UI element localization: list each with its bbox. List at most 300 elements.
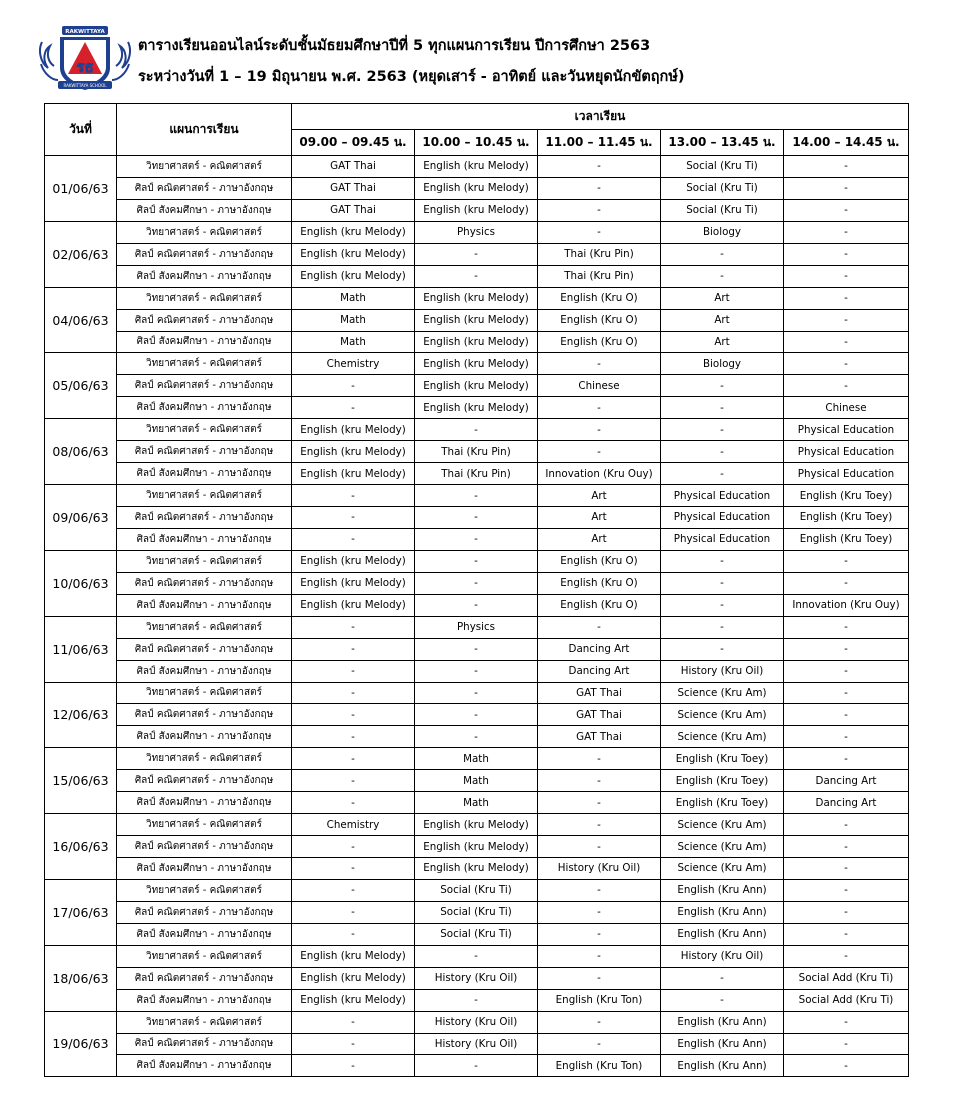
class-cell: -: [292, 901, 415, 923]
plan-cell: ศิลป์ คณิตศาสตร์ - ภาษาอังกฤษ: [117, 309, 292, 331]
class-cell: -: [784, 726, 909, 748]
class-cell: -: [784, 265, 909, 287]
class-cell: English (kru Melody): [292, 441, 415, 463]
header-period: 10.00 – 10.45 น.: [415, 130, 538, 156]
school-logo: [38, 24, 132, 92]
class-cell: -: [292, 682, 415, 704]
class-cell: English (Kru Toey): [784, 485, 909, 507]
class-cell: -: [784, 156, 909, 178]
date-cell: 16/06/63: [45, 814, 117, 880]
class-cell: History (Kru Oil): [415, 1011, 538, 1033]
class-cell: -: [538, 967, 661, 989]
table-row: [45, 1055, 909, 1077]
plan-cell: วิทยาศาสตร์ - คณิตศาสตร์: [117, 353, 292, 375]
class-cell: -: [538, 177, 661, 199]
class-cell: English (Kru Toey): [661, 770, 784, 792]
table-header: [45, 104, 909, 156]
table-row: [45, 726, 909, 748]
class-cell: -: [415, 528, 538, 550]
class-cell: -: [784, 375, 909, 397]
table-row: [45, 331, 909, 353]
class-cell: -: [538, 221, 661, 243]
class-cell: -: [292, 638, 415, 660]
class-cell: -: [661, 550, 784, 572]
class-cell: -: [784, 309, 909, 331]
class-cell: -: [661, 265, 784, 287]
class-cell: English (kru Melody): [292, 243, 415, 265]
class-cell: -: [784, 858, 909, 880]
class-cell: -: [538, 156, 661, 178]
table-row: [45, 463, 909, 485]
class-cell: English (kru Melody): [292, 265, 415, 287]
class-cell: Social (Kru Ti): [415, 879, 538, 901]
class-cell: Science (Kru Am): [661, 836, 784, 858]
plan-cell: ศิลป์ คณิตศาสตร์ - ภาษาอังกฤษ: [117, 507, 292, 529]
class-cell: English (kru Melody): [292, 463, 415, 485]
class-cell: Chemistry: [292, 353, 415, 375]
class-cell: History (Kru Oil): [415, 967, 538, 989]
plan-cell: ศิลป์ สังคมศึกษา - ภาษาอังกฤษ: [117, 265, 292, 287]
class-cell: English (Kru Ton): [538, 989, 661, 1011]
class-cell: -: [538, 199, 661, 221]
class-cell: -: [784, 748, 909, 770]
class-cell: -: [292, 375, 415, 397]
class-cell: Physical Education: [661, 528, 784, 550]
date-cell: 12/06/63: [45, 682, 117, 748]
class-cell: -: [538, 1011, 661, 1033]
table-row: [45, 419, 909, 441]
class-cell: -: [661, 616, 784, 638]
class-cell: -: [538, 748, 661, 770]
class-cell: -: [784, 836, 909, 858]
class-cell: -: [292, 792, 415, 814]
class-cell: -: [292, 528, 415, 550]
class-cell: Chemistry: [292, 814, 415, 836]
date-cell: 17/06/63: [45, 879, 117, 945]
table-row: [45, 397, 909, 419]
class-cell: -: [661, 375, 784, 397]
class-cell: Math: [415, 792, 538, 814]
class-cell: English (kru Melody): [415, 177, 538, 199]
plan-cell: ศิลป์ คณิตศาสตร์ - ภาษาอังกฤษ: [117, 638, 292, 660]
class-cell: -: [292, 836, 415, 858]
table-row: [45, 441, 909, 463]
class-cell: English (Kru Toey): [661, 792, 784, 814]
class-cell: English (kru Melody): [292, 221, 415, 243]
plan-cell: วิทยาศาสตร์ - คณิตศาสตร์: [117, 879, 292, 901]
class-cell: Physical Education: [661, 485, 784, 507]
class-cell: GAT Thai: [292, 199, 415, 221]
class-cell: -: [784, 704, 909, 726]
table-row: [45, 485, 909, 507]
class-cell: -: [415, 660, 538, 682]
class-cell: -: [784, 1011, 909, 1033]
class-cell: English (kru Melody): [415, 375, 538, 397]
date-cell: 02/06/63: [45, 221, 117, 287]
class-cell: Physics: [415, 221, 538, 243]
class-cell: GAT Thai: [292, 177, 415, 199]
class-cell: English (Kru Toey): [784, 528, 909, 550]
class-cell: -: [661, 463, 784, 485]
class-cell: English (Kru Ann): [661, 1033, 784, 1055]
class-cell: -: [538, 814, 661, 836]
class-cell: English (Kru Ann): [661, 901, 784, 923]
class-cell: -: [538, 441, 661, 463]
plan-cell: ศิลป์ สังคมศึกษา - ภาษาอังกฤษ: [117, 463, 292, 485]
class-cell: Physics: [415, 616, 538, 638]
class-cell: -: [784, 814, 909, 836]
class-cell: English (kru Melody): [292, 419, 415, 441]
header-period: 09.00 – 09.45 น.: [292, 130, 415, 156]
table-row: [45, 879, 909, 901]
plan-cell: ศิลป์ สังคมศึกษา - ภาษาอังกฤษ: [117, 792, 292, 814]
plan-cell: ศิลป์ คณิตศาสตร์ - ภาษาอังกฤษ: [117, 836, 292, 858]
class-cell: English (kru Melody): [292, 594, 415, 616]
class-cell: -: [538, 901, 661, 923]
class-cell: Science (Kru Am): [661, 726, 784, 748]
table-row: [45, 704, 909, 726]
class-cell: -: [784, 945, 909, 967]
plan-cell: วิทยาศาสตร์ - คณิตศาสตร์: [117, 945, 292, 967]
class-cell: Chinese: [538, 375, 661, 397]
plan-cell: ศิลป์ สังคมศึกษา - ภาษาอังกฤษ: [117, 858, 292, 880]
plan-cell: ศิลป์ คณิตศาสตร์ - ภาษาอังกฤษ: [117, 967, 292, 989]
plan-cell: ศิลป์ คณิตศาสตร์ - ภาษาอังกฤษ: [117, 572, 292, 594]
class-cell: Math: [415, 748, 538, 770]
class-cell: English (kru Melody): [415, 287, 538, 309]
class-cell: Biology: [661, 221, 784, 243]
class-cell: English (kru Melody): [415, 199, 538, 221]
header-time-group: เวลาเรียน: [292, 104, 909, 130]
class-cell: Physical Education: [784, 441, 909, 463]
class-cell: -: [538, 353, 661, 375]
table-row: [45, 616, 909, 638]
class-cell: English (kru Melody): [292, 945, 415, 967]
plan-cell: ศิลป์ สังคมศึกษา - ภาษาอังกฤษ: [117, 989, 292, 1011]
table-row: [45, 353, 909, 375]
class-cell: English (Kru Ann): [661, 879, 784, 901]
class-cell: Thai (Kru Pin): [538, 243, 661, 265]
plan-cell: วิทยาศาสตร์ - คณิตศาสตร์: [117, 616, 292, 638]
class-cell: -: [784, 901, 909, 923]
class-cell: Physical Education: [661, 507, 784, 529]
class-cell: -: [784, 638, 909, 660]
class-cell: -: [415, 485, 538, 507]
table-row: [45, 199, 909, 221]
table-row: [45, 682, 909, 704]
plan-cell: ศิลป์ สังคมศึกษา - ภาษาอังกฤษ: [117, 923, 292, 945]
class-cell: -: [661, 243, 784, 265]
logo-bottom-text: RAKWITTAYA SCHOOL: [63, 83, 107, 88]
class-cell: Thai (Kru Pin): [538, 265, 661, 287]
plan-cell: ศิลป์ สังคมศึกษา - ภาษาอังกฤษ: [117, 1055, 292, 1077]
class-cell: -: [292, 397, 415, 419]
class-cell: Physical Education: [784, 463, 909, 485]
class-cell: Physical Education: [784, 419, 909, 441]
class-cell: Art: [538, 528, 661, 550]
class-cell: History (Kru Oil): [661, 945, 784, 967]
class-cell: -: [661, 638, 784, 660]
class-cell: -: [292, 485, 415, 507]
class-cell: GAT Thai: [538, 682, 661, 704]
class-cell: -: [784, 331, 909, 353]
class-cell: English (Kru Ann): [661, 923, 784, 945]
class-cell: -: [292, 1055, 415, 1077]
class-cell: English (Kru Ton): [538, 1055, 661, 1077]
schedule-date-range: ระหว่างวันที่ 1 – 19 มิถุนายน พ.ศ. 2563 (หยุดเสาร์ - อาทิตย์ และวันหยุดนักขัตฤกษ์): [138, 69, 685, 85]
class-cell: English (Kru O): [538, 550, 661, 572]
plan-cell: วิทยาศาสตร์ - คณิตศาสตร์: [117, 419, 292, 441]
class-cell: -: [415, 572, 538, 594]
date-cell: 11/06/63: [45, 616, 117, 682]
class-cell: Art: [661, 309, 784, 331]
class-cell: English (kru Melody): [415, 353, 538, 375]
class-cell: Social (Kru Ti): [661, 177, 784, 199]
plan-cell: วิทยาศาสตร์ - คณิตศาสตร์: [117, 1011, 292, 1033]
class-cell: Art: [538, 485, 661, 507]
class-cell: Innovation (Kru Ouy): [784, 594, 909, 616]
class-cell: -: [661, 397, 784, 419]
class-cell: English (Kru Ann): [661, 1011, 784, 1033]
class-cell: -: [292, 616, 415, 638]
class-cell: -: [415, 704, 538, 726]
class-cell: Thai (Kru Pin): [415, 441, 538, 463]
table-row: [45, 945, 909, 967]
date-cell: 10/06/63: [45, 550, 117, 616]
table-row: [45, 923, 909, 945]
class-cell: -: [538, 616, 661, 638]
class-cell: English (Kru O): [538, 309, 661, 331]
class-cell: -: [292, 923, 415, 945]
class-cell: -: [784, 221, 909, 243]
class-cell: -: [415, 945, 538, 967]
class-cell: GAT Thai: [538, 726, 661, 748]
table-row: [45, 792, 909, 814]
header-period: 14.00 – 14.45 น.: [784, 130, 909, 156]
plan-cell: ศิลป์ สังคมศึกษา - ภาษาอังกฤษ: [117, 594, 292, 616]
plan-cell: ศิลป์ คณิตศาสตร์ - ภาษาอังกฤษ: [117, 441, 292, 463]
class-cell: -: [784, 177, 909, 199]
table-row: [45, 814, 909, 836]
schedule-table: [44, 103, 909, 1077]
class-cell: Art: [661, 287, 784, 309]
table-row: [45, 858, 909, 880]
date-cell: 04/06/63: [45, 287, 117, 353]
class-cell: Science (Kru Am): [661, 704, 784, 726]
class-cell: -: [784, 682, 909, 704]
class-cell: Social Add (Kru Ti): [784, 989, 909, 1011]
class-cell: English (kru Melody): [292, 989, 415, 1011]
class-cell: -: [292, 660, 415, 682]
class-cell: Social Add (Kru Ti): [784, 967, 909, 989]
class-cell: -: [415, 682, 538, 704]
class-cell: -: [784, 1055, 909, 1077]
table-row: [45, 375, 909, 397]
class-cell: -: [292, 770, 415, 792]
plan-cell: ศิลป์ คณิตศาสตร์ - ภาษาอังกฤษ: [117, 770, 292, 792]
class-cell: -: [415, 594, 538, 616]
class-cell: Thai (Kru Pin): [415, 463, 538, 485]
class-cell: English (Kru Toey): [784, 507, 909, 529]
class-cell: English (kru Melody): [415, 309, 538, 331]
class-cell: GAT Thai: [292, 156, 415, 178]
class-cell: Innovation (Kru Ouy): [538, 463, 661, 485]
class-cell: -: [292, 1011, 415, 1033]
class-cell: -: [292, 879, 415, 901]
table-row: [45, 265, 909, 287]
class-cell: -: [415, 243, 538, 265]
class-cell: Dancing Art: [784, 770, 909, 792]
class-cell: -: [415, 265, 538, 287]
plan-cell: วิทยาศาสตร์ - คณิตศาสตร์: [117, 485, 292, 507]
class-cell: -: [784, 616, 909, 638]
plan-cell: ศิลป์ คณิตศาสตร์ - ภาษาอังกฤษ: [117, 1033, 292, 1055]
class-cell: History (Kru Oil): [415, 1033, 538, 1055]
class-cell: -: [784, 660, 909, 682]
class-cell: Art: [538, 507, 661, 529]
class-cell: English (kru Melody): [415, 156, 538, 178]
class-cell: Science (Kru Am): [661, 682, 784, 704]
plan-cell: วิทยาศาสตร์ - คณิตศาสตร์: [117, 550, 292, 572]
class-cell: English (Kru O): [538, 572, 661, 594]
plan-cell: ศิลป์ คณิตศาสตร์ - ภาษาอังกฤษ: [117, 177, 292, 199]
header-period: 13.00 – 13.45 น.: [661, 130, 784, 156]
date-cell: 15/06/63: [45, 748, 117, 814]
class-cell: English (kru Melody): [415, 397, 538, 419]
class-cell: -: [538, 770, 661, 792]
class-cell: Math: [415, 770, 538, 792]
class-cell: -: [661, 989, 784, 1011]
class-cell: English (Kru O): [538, 287, 661, 309]
class-cell: English (Kru Ann): [661, 1055, 784, 1077]
class-cell: -: [784, 243, 909, 265]
table-row: [45, 243, 909, 265]
logo-monogram: รธ: [76, 58, 94, 76]
class-cell: -: [661, 441, 784, 463]
class-cell: Social (Kru Ti): [661, 199, 784, 221]
plan-cell: ศิลป์ สังคมศึกษา - ภาษาอังกฤษ: [117, 660, 292, 682]
plan-cell: ศิลป์ คณิตศาสตร์ - ภาษาอังกฤษ: [117, 901, 292, 923]
class-cell: Dancing Art: [538, 638, 661, 660]
table-row: [45, 638, 909, 660]
class-cell: -: [538, 836, 661, 858]
class-cell: -: [538, 397, 661, 419]
plan-cell: ศิลป์ สังคมศึกษา - ภาษาอังกฤษ: [117, 331, 292, 353]
class-cell: English (kru Melody): [415, 814, 538, 836]
class-cell: -: [292, 507, 415, 529]
plan-cell: ศิลป์ คณิตศาสตร์ - ภาษาอังกฤษ: [117, 375, 292, 397]
class-cell: English (kru Melody): [415, 858, 538, 880]
table-row: [45, 528, 909, 550]
plan-cell: ศิลป์ สังคมศึกษา - ภาษาอังกฤษ: [117, 528, 292, 550]
class-cell: -: [538, 879, 661, 901]
table-row: [45, 221, 909, 243]
plan-cell: ศิลป์ คณิตศาสตร์ - ภาษาอังกฤษ: [117, 704, 292, 726]
schedule-title: ตารางเรียนออนไลน์ระดับชั้นมัธยมศึกษาปีที่ 5 ทุกแผนการเรียน ปีการศึกษา 2563: [138, 38, 651, 54]
class-cell: -: [784, 353, 909, 375]
header-plan: แผนการเรียน: [117, 104, 292, 156]
class-cell: English (kru Melody): [292, 967, 415, 989]
class-cell: -: [415, 638, 538, 660]
table-row: [45, 572, 909, 594]
class-cell: GAT Thai: [538, 704, 661, 726]
class-cell: Dancing Art: [538, 660, 661, 682]
plan-cell: วิทยาศาสตร์ - คณิตศาสตร์: [117, 221, 292, 243]
class-cell: -: [661, 967, 784, 989]
class-cell: Chinese: [784, 397, 909, 419]
plan-cell: วิทยาศาสตร์ - คณิตศาสตร์: [117, 682, 292, 704]
class-cell: Art: [661, 331, 784, 353]
table-row: [45, 748, 909, 770]
class-cell: English (kru Melody): [415, 331, 538, 353]
class-cell: English (kru Melody): [415, 836, 538, 858]
class-cell: -: [415, 419, 538, 441]
plan-cell: ศิลป์ สังคมศึกษา - ภาษาอังกฤษ: [117, 199, 292, 221]
class-cell: -: [292, 726, 415, 748]
class-cell: -: [415, 1055, 538, 1077]
table-row: [45, 309, 909, 331]
class-cell: -: [415, 726, 538, 748]
class-cell: -: [538, 923, 661, 945]
plan-cell: วิทยาศาสตร์ - คณิตศาสตร์: [117, 156, 292, 178]
class-cell: -: [415, 507, 538, 529]
logo-top-text: RAKWITTAYA: [65, 29, 105, 35]
date-cell: 01/06/63: [45, 156, 117, 222]
plan-cell: วิทยาศาสตร์ - คณิตศาสตร์: [117, 287, 292, 309]
table-row: [45, 287, 909, 309]
plan-cell: ศิลป์ สังคมศึกษา - ภาษาอังกฤษ: [117, 726, 292, 748]
class-cell: -: [784, 1033, 909, 1055]
class-cell: English (kru Melody): [292, 572, 415, 594]
date-cell: 05/06/63: [45, 353, 117, 419]
class-cell: -: [538, 945, 661, 967]
class-cell: -: [784, 572, 909, 594]
header-period: 11.00 – 11.45 น.: [538, 130, 661, 156]
class-cell: -: [292, 1033, 415, 1055]
class-cell: -: [784, 550, 909, 572]
class-cell: Social (Kru Ti): [415, 901, 538, 923]
class-cell: Math: [292, 309, 415, 331]
class-cell: -: [784, 879, 909, 901]
class-cell: -: [292, 704, 415, 726]
table-row: [45, 1033, 909, 1055]
table-row: [45, 550, 909, 572]
class-cell: Social (Kru Ti): [415, 923, 538, 945]
plan-cell: วิทยาศาสตร์ - คณิตศาสตร์: [117, 814, 292, 836]
class-cell: -: [661, 572, 784, 594]
class-cell: -: [538, 1033, 661, 1055]
class-cell: Science (Kru Am): [661, 814, 784, 836]
class-cell: -: [661, 419, 784, 441]
table-row: [45, 967, 909, 989]
class-cell: Science (Kru Am): [661, 858, 784, 880]
header-date: วันที่: [45, 104, 117, 156]
class-cell: -: [415, 989, 538, 1011]
class-cell: Biology: [661, 353, 784, 375]
table-row: [45, 507, 909, 529]
class-cell: Math: [292, 331, 415, 353]
class-cell: History (Kru Oil): [661, 660, 784, 682]
table-body: [45, 156, 909, 1077]
table-row: [45, 836, 909, 858]
class-cell: Social (Kru Ti): [661, 156, 784, 178]
table-row: [45, 594, 909, 616]
date-cell: 19/06/63: [45, 1011, 117, 1077]
class-cell: -: [661, 594, 784, 616]
class-cell: English (Kru O): [538, 331, 661, 353]
class-cell: History (Kru Oil): [538, 858, 661, 880]
class-cell: English (Kru O): [538, 594, 661, 616]
